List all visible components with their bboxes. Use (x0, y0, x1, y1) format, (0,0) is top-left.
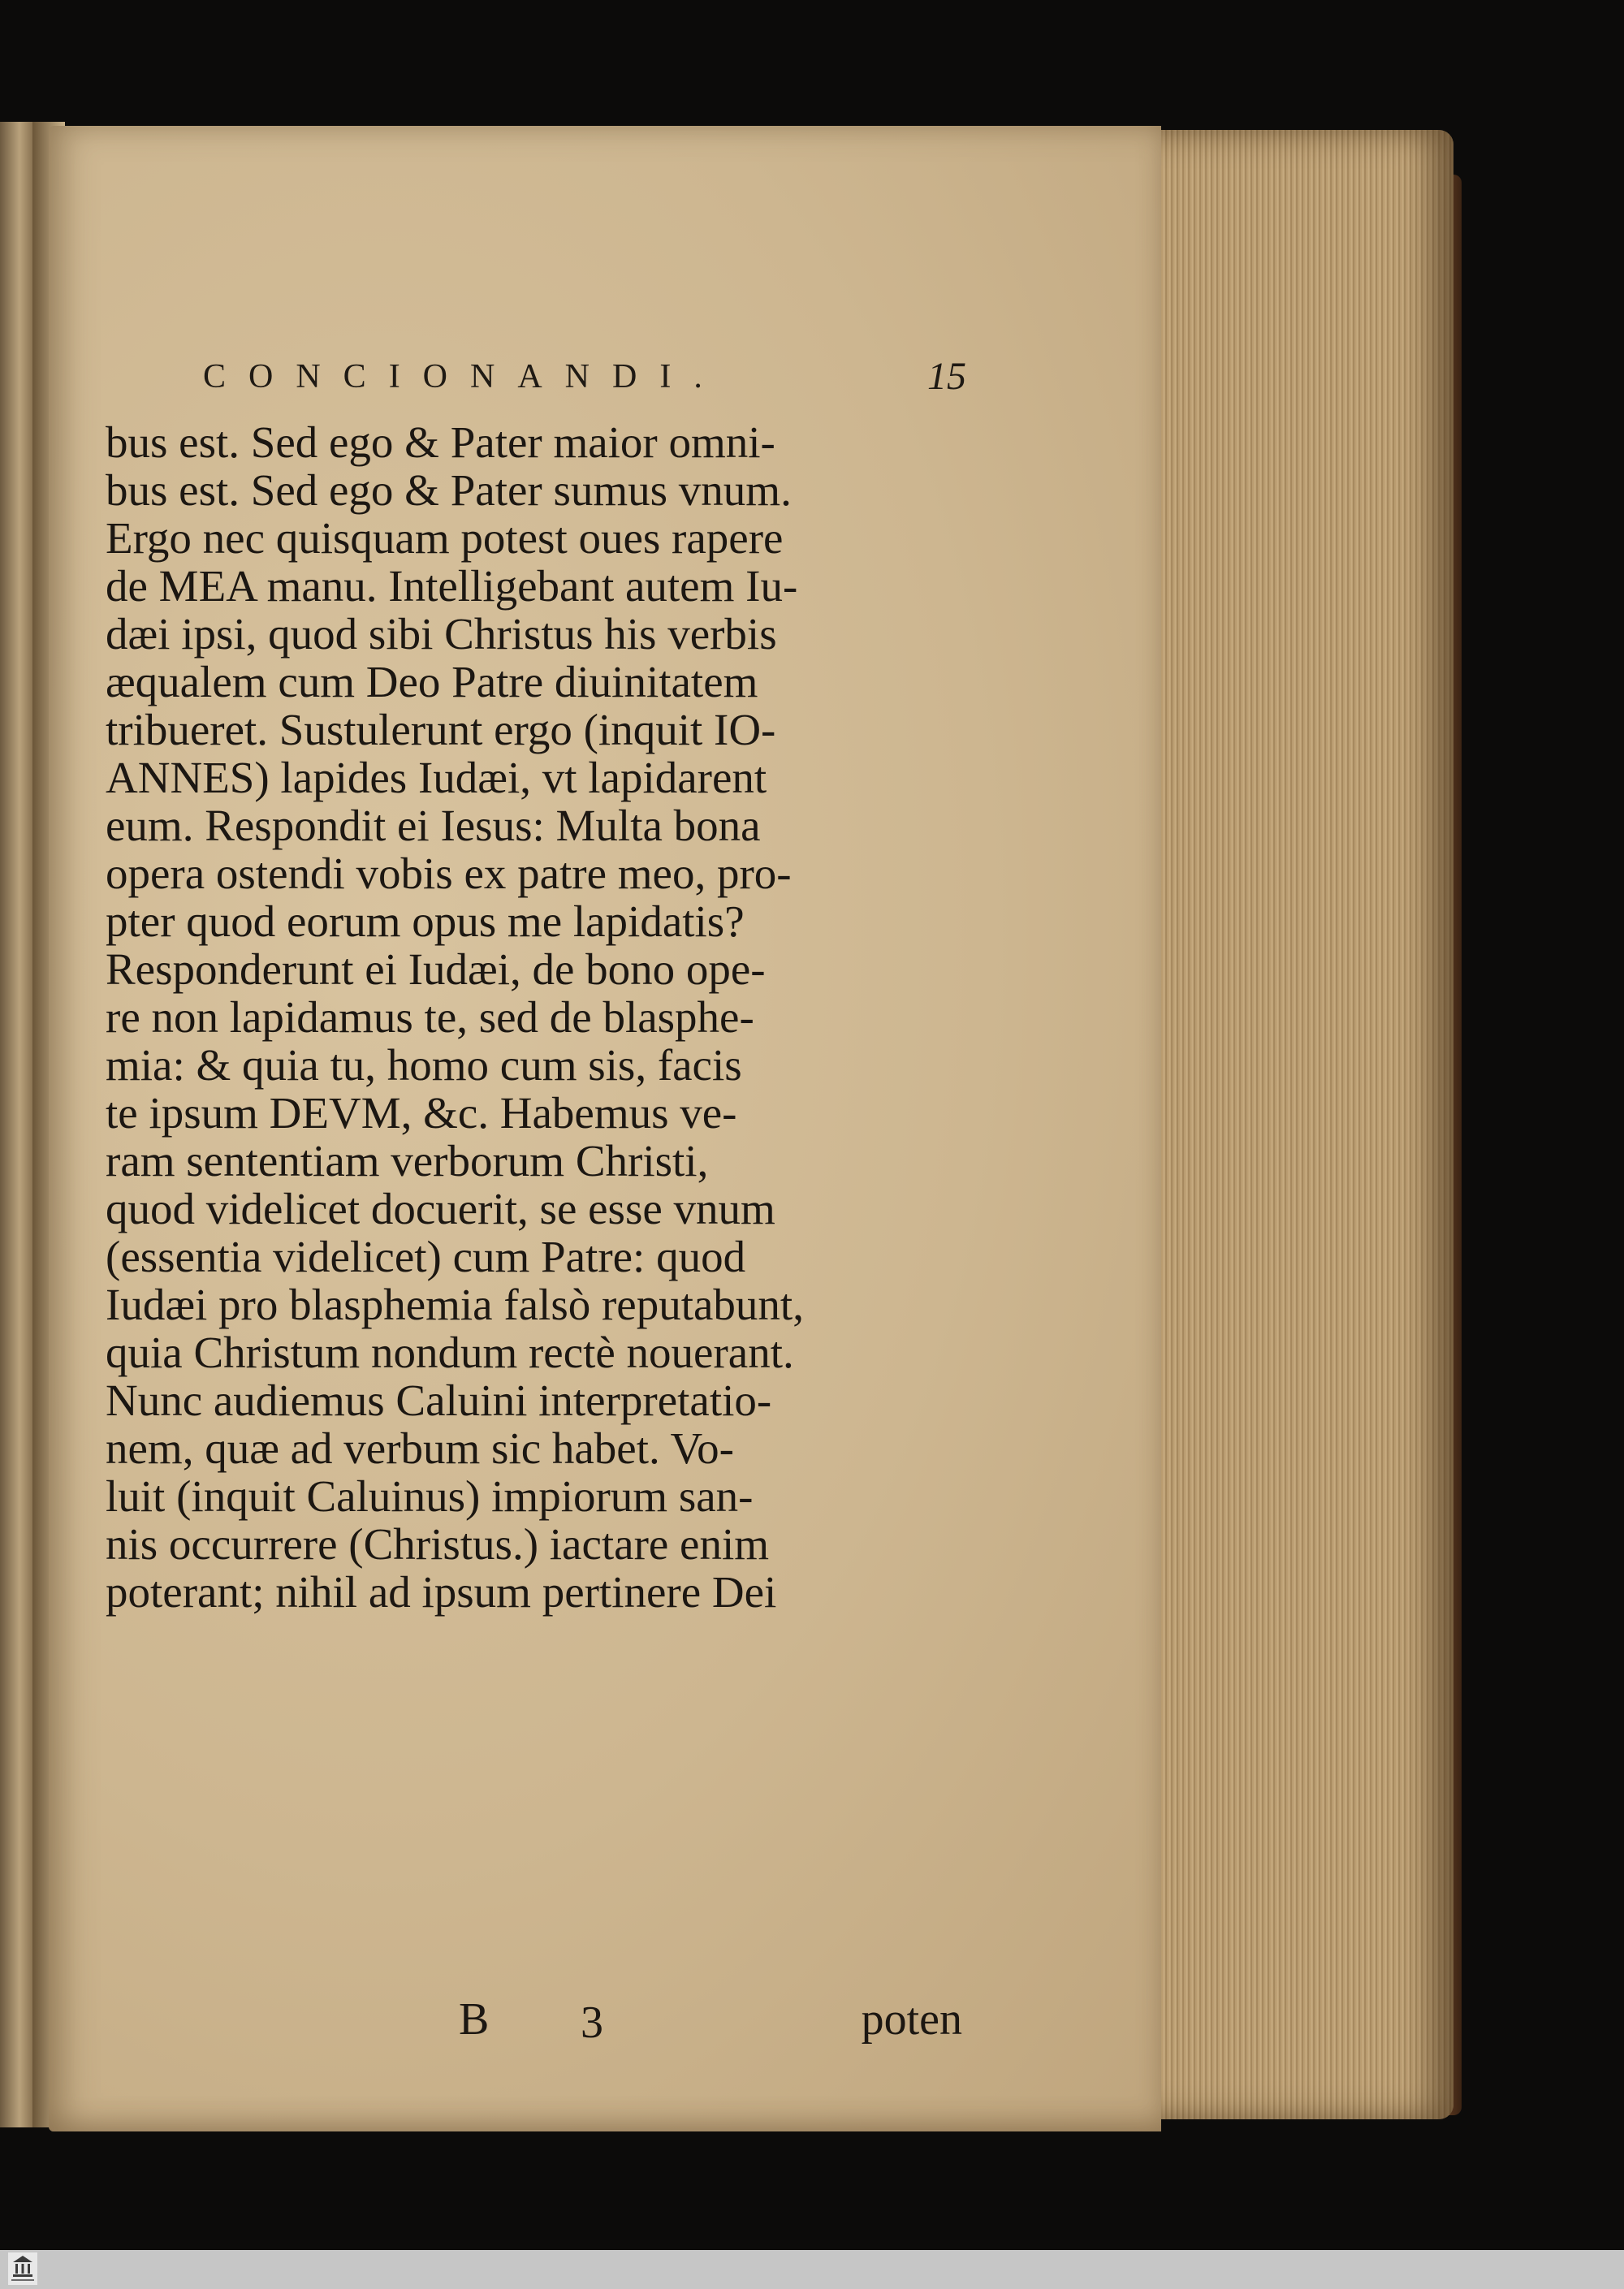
page-fore-edge (1145, 130, 1453, 2119)
text-line: bus est. Sed ego & Pater maior omni- (106, 417, 775, 467)
text-line: Responderunt ei Iudæi, de bono ope- (106, 944, 766, 994)
signature-mark-letter: B (459, 1994, 490, 2045)
text-line: poterant; nihil ad ipsum pertinere Dei (106, 1567, 777, 1617)
running-head: CONCIONANDI. (203, 358, 725, 395)
left-page-edge (0, 122, 35, 2127)
text-line: pter quod eorum opus me lapidatis? (106, 896, 745, 946)
book-page (49, 126, 1161, 2131)
text-line: mia: & quia tu, homo cum sis, facis (106, 1040, 742, 1090)
page-header (203, 357, 966, 406)
page-footer (459, 1993, 962, 2048)
text-line: Iudæi pro blasphemia falsò reputabunt, (106, 1280, 804, 1329)
text-line: nem, quæ ad verbum sic habet. Vo- (106, 1423, 734, 1473)
text-line: ram sententiam verborum Christi, (106, 1136, 709, 1186)
text-line: nis occurrere (Christus.) iactare enim (106, 1519, 770, 1569)
text-line: luit (inquit Caluinus) impiorum san- (106, 1471, 754, 1521)
text-line: quod videlicet docuerit, se esse vnum (106, 1184, 775, 1233)
signature-mark-number: 3 (581, 1997, 603, 2048)
text-line: (essentia videlicet) cum Patre: quod (106, 1232, 746, 1281)
library-stamp-icon (8, 2252, 37, 2285)
page-number: 15 (927, 355, 966, 398)
body-text (106, 418, 958, 1616)
text-line: re non lapidamus te, sed de blasphe- (106, 992, 754, 1042)
text-line: te ipsum DEVM, &c. Habemus ve- (106, 1088, 737, 1138)
text-line: opera ostendi vobis ex patre meo, pro- (106, 849, 792, 898)
text-line: ANNES) lapides Iudæi, vt lapidarent (106, 753, 767, 802)
text-line: eum. Respondit ei Iesus: Multa bona (106, 801, 761, 850)
catchword: poten (861, 1994, 962, 2045)
text-line: dæi ipsi, quod sibi Christus his verbis (106, 609, 777, 659)
text-line: tribueret. Sustulerunt ergo (inquit IO- (106, 705, 776, 754)
text-line: bus est. Sed ego & Pater sumus vnum. (106, 465, 792, 515)
text-line: de MEA manu. Intelligebant autem Iu- (106, 561, 798, 611)
text-line: quia Christum nondum rectè nouerant. (106, 1328, 794, 1377)
text-line: Ergo nec quisquam potest oues rapere (106, 513, 784, 563)
viewer-footer-bar (0, 2250, 1624, 2289)
text-line: æqualem cum Deo Patre diuinitatem (106, 657, 758, 706)
text-line: Nunc audiemus Caluini interpretatio- (106, 1376, 772, 1425)
